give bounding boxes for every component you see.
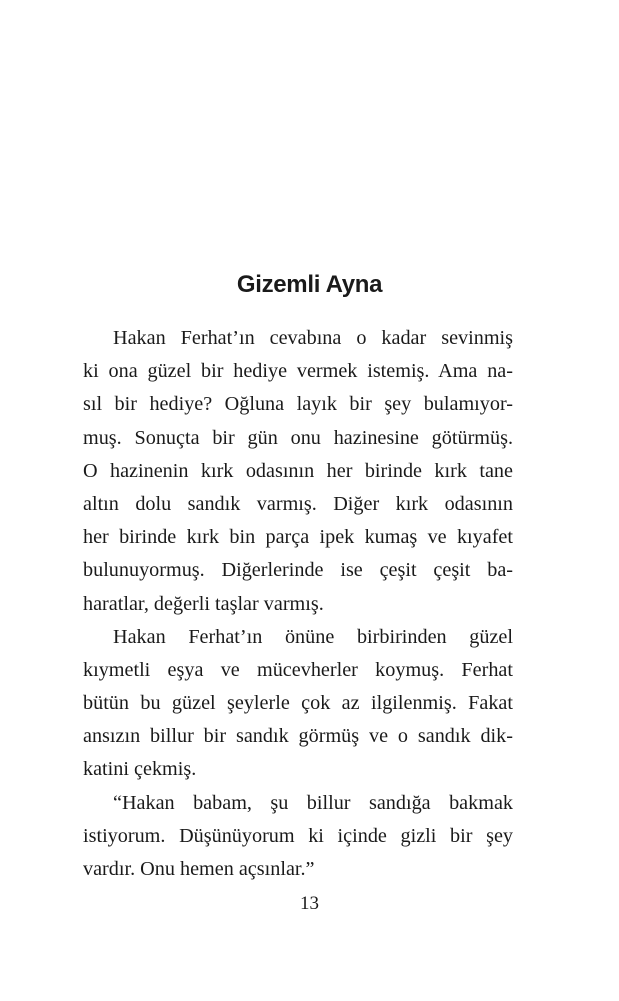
text-line: her birinde kırk bin parça ipek kumaş ve kıyafet — [83, 526, 513, 549]
text-line: O hazinenin kırk odasının her birinde kırk tane — [83, 459, 513, 482]
text-line: haratlar, değerli taşlar varmış. — [83, 592, 324, 615]
text-line: altın dolu sandık varmış. Diğer kırk odasının — [83, 492, 513, 515]
text-line: ansızın billur bir sandık görmüş ve o sandık dik- — [83, 725, 513, 748]
chapter-title: Gizemli Ayna — [236, 271, 383, 298]
text-line: bütün bu güzel şeylerle çok az ilgilenmiş. Fakat — [83, 692, 513, 715]
text-line: vardır. Onu hemen açsınlar.” — [83, 858, 315, 880]
page-number: 13 — [300, 893, 319, 914]
text-line: kıymetli eşya ve mücevherler koymuş. Ferhat — [83, 658, 513, 681]
text-line: istiyorum. Düşünüyorum ki içinde gizli bir şey — [83, 824, 513, 847]
text-line: sıl bir hediye? Oğluna layık bir şey bulamıyor- — [83, 393, 513, 416]
text-line: Hakan Ferhat’ın cevabına o kadar sevinmiş — [113, 327, 513, 349]
text-line: muş. Sonuçta bir gün onu hazinesine götürmüş. — [83, 426, 513, 449]
text-line: ki ona güzel bir hediye vermek istemiş. Ama na- — [83, 360, 513, 383]
text-line: Hakan Ferhat’ın önüne birbirinden güzel — [113, 625, 513, 648]
body-text — [83, 322, 513, 886]
text-line: bulunuyormuş. Diğerlerinde ise çeşit çeşit ba- — [83, 559, 513, 582]
text-line: katini çekmiş. — [83, 758, 197, 781]
text-line: “Hakan babam, şu billur sandığa bakmak — [113, 791, 513, 814]
